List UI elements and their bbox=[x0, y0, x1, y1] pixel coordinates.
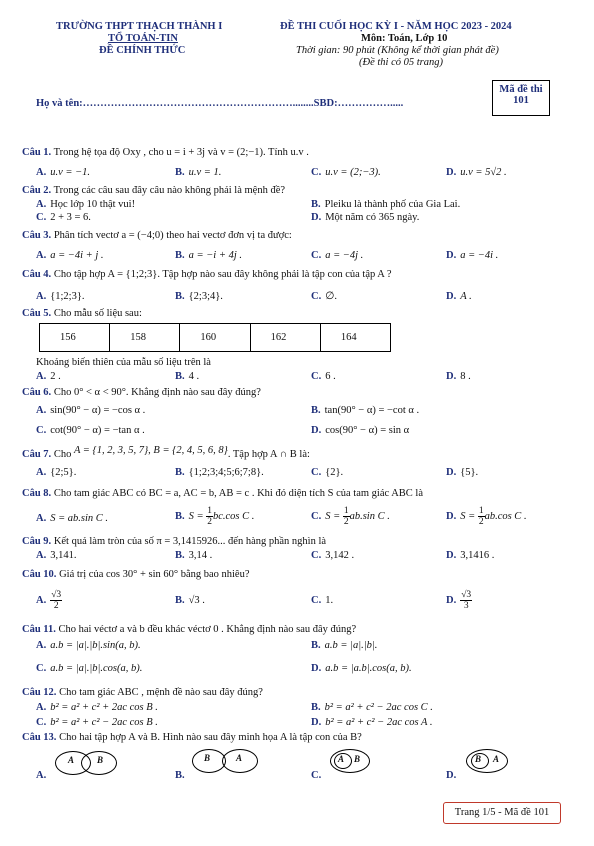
q4-option-c[interactable]: C. ∅. bbox=[311, 291, 337, 302]
question-7: Câu 7. Cho A = {1, 2, 3, 5, 7}, B = {2, 4, 5, 6, 8}. Tập hợp A ∩ B là: bbox=[22, 445, 310, 460]
q6-option-c[interactable]: C. cot(90° − α) = −tan α . bbox=[36, 425, 145, 436]
data-table bbox=[39, 323, 391, 352]
q2-option-a[interactable]: A. Học lớp 10 thật vui! bbox=[36, 199, 136, 210]
question-8: Câu 8. Cho tam giác ABC có BC = a, AC = b, AB = c . Khi đó diện tích S của tam giác ABC là bbox=[22, 488, 424, 499]
q8-option-a[interactable]: A. S = ab.sin C . bbox=[36, 513, 109, 524]
table-cell: 156 bbox=[40, 324, 110, 351]
set-label-a: A bbox=[493, 754, 500, 764]
q4-option-a[interactable]: A. {1;2;3}. bbox=[36, 291, 85, 302]
q12-option-b[interactable]: B. b² = a² + c² − 2ac cos C . bbox=[311, 702, 433, 713]
question-13: Câu 13. Cho hai tập hợp A và B. Hình nào sau đây minh họa A là tập con của B? bbox=[22, 732, 362, 743]
question-6: Câu 6. Cho 0° < α < 90°. Khẳng định nào sau đây đúng? bbox=[22, 387, 261, 398]
q3-option-a[interactable]: A. a = −4i + j . bbox=[36, 250, 104, 261]
q11-option-d[interactable]: D. a.b = |a.b|.cos(a, b). bbox=[311, 663, 412, 674]
exam-code-box bbox=[492, 80, 550, 116]
q7-option-b[interactable]: B. {1;2;3;4;5;6;7;8}. bbox=[175, 467, 264, 478]
page-footer: Trang 1/5 - Mã đề 101 bbox=[443, 802, 561, 824]
q7-option-c[interactable]: C. {2}. bbox=[311, 467, 344, 478]
question-11: Câu 11. Cho hai véctơ a và b đều khác véctơ 0 . Khẳng định nào sau đây đúng? bbox=[22, 624, 357, 635]
q4-option-b[interactable]: B. {2;3;4}. bbox=[175, 291, 223, 302]
q10-option-a[interactable]: A. $\frac{√3}{2}$ bbox=[36, 590, 62, 611]
q2-option-c[interactable]: C. 2 + 3 = 6. bbox=[36, 212, 91, 223]
question-10: Câu 10. Giá trị của cos 30° + sin 60° bằng bao nhiêu? bbox=[22, 569, 250, 580]
set-label-b: B bbox=[475, 754, 482, 764]
name-line: Họ và tên:……………………………………………………........SBD:……………..... bbox=[36, 98, 404, 109]
question-5: Câu 5. Cho mẫu số liệu sau: bbox=[22, 308, 142, 319]
q10-option-b[interactable]: B. √3 . bbox=[175, 595, 205, 606]
venn-diagram-b bbox=[192, 747, 260, 773]
q1-option-d[interactable]: D. u.v = 5√2 . bbox=[446, 167, 507, 178]
q13-option-c[interactable]: C. bbox=[311, 770, 322, 781]
q3-option-b[interactable]: B. a = −i + 4j . bbox=[175, 250, 242, 261]
q7-option-d[interactable]: D. {5}. bbox=[446, 467, 479, 478]
table-cell: 158 bbox=[110, 324, 180, 351]
q12-option-c[interactable]: C. b² = a² + c² − 2ac cos B . bbox=[36, 717, 158, 728]
fraction: $\frac{1}{2}$ bbox=[478, 506, 484, 527]
q9-option-c[interactable]: C. 3,142 . bbox=[311, 550, 355, 561]
q9-option-a[interactable]: A. 3,141. bbox=[36, 550, 77, 561]
table-cell: 164 bbox=[340, 332, 357, 343]
q12-option-d[interactable]: D. b² = a² + c² − 2ac cos A . bbox=[311, 717, 433, 728]
q2-option-b[interactable]: B. Pleiku là thành phố của Gia Lai. bbox=[311, 199, 461, 210]
venn-diagram-d bbox=[466, 749, 508, 773]
set-label-a: A bbox=[68, 755, 75, 765]
exam-title: ĐỀ THI CUỐI HỌC KỲ I - NĂM HỌC 2023 - 2024 bbox=[280, 21, 512, 32]
fraction: $\frac{√3}{3}$ bbox=[461, 590, 472, 611]
q4-option-d[interactable]: D. A . bbox=[446, 291, 472, 302]
subject: Môn: Toán, Lớp 10 bbox=[361, 33, 448, 44]
q11-option-c[interactable]: C. a.b = |a|.|b|.cos(a, b). bbox=[36, 663, 143, 674]
q3-option-c[interactable]: C. a = −4j . bbox=[311, 250, 364, 261]
q3-option-d[interactable]: D. a = −4i . bbox=[446, 250, 499, 261]
exam-code: 101 bbox=[513, 95, 529, 106]
department-name: TỔ TOÁN-TIN bbox=[108, 33, 178, 44]
q5-option-c[interactable]: C. 6 . bbox=[311, 371, 336, 382]
question-2: Câu 2. Trong các câu sau đây câu nào không phải là mệnh đề? bbox=[22, 185, 286, 196]
venn-diagram-c bbox=[330, 749, 370, 773]
q12-option-a[interactable]: A. b² = a² + c² + 2ac cos B . bbox=[36, 702, 158, 713]
q8-option-d[interactable]: D. S = $\frac{1}{2}$ ab.cos C . bbox=[446, 506, 527, 527]
question-4: Câu 4. Cho tập hợp A = {1;2;3}. Tập hợp nào sau đây không phải là tập con của tập A ? bbox=[22, 269, 392, 280]
q1-option-c[interactable]: C. u.v = (2;−3). bbox=[311, 167, 381, 178]
q7-option-a[interactable]: A. {2;5}. bbox=[36, 467, 77, 478]
question-1: Câu 1. Trong hệ tọa độ Oxy , cho u = i + 3j và v = (2;−1). Tính u.v . bbox=[22, 147, 309, 158]
q1-option-b[interactable]: B. u.v = 1. bbox=[175, 167, 222, 178]
q5-option-b[interactable]: B. 4 . bbox=[175, 371, 200, 382]
set-label-b: B bbox=[97, 755, 104, 765]
q9-option-b[interactable]: B. 3,14 . bbox=[175, 550, 213, 561]
question-3: Câu 3. Phân tích vectơ a = (−4;0) theo hai vectơ đơn vị ta được: bbox=[22, 230, 292, 241]
q11-option-a[interactable]: A. a.b = |a|.|b|.sin(a, b). bbox=[36, 640, 141, 651]
set-label-a: A bbox=[236, 753, 243, 763]
question-5-prompt: Khoảng biến thiên của mẫu số liệu trên là bbox=[36, 357, 211, 368]
question-9: Câu 9. Kết quả làm tròn của số π = 3,1415926... đến hàng phần nghìn là bbox=[22, 536, 327, 547]
exam-time: Thời gian: 90 phút (Không kể thời gian phát đề) bbox=[296, 45, 499, 56]
q6-option-d[interactable]: D. cos(90° − α) = sin α bbox=[311, 425, 410, 436]
question-12: Câu 12. Cho tam giác ABC , mệnh đề nào sau đây đúng? bbox=[22, 687, 263, 698]
q11-option-b[interactable]: B. a.b = |a|.|b|. bbox=[311, 640, 378, 651]
q13-option-a[interactable]: A. bbox=[36, 770, 47, 781]
page-count: (Đề thi có 05 trang) bbox=[359, 57, 443, 68]
q8-option-c[interactable]: C. S = $\frac{1}{2}$ ab.sin C . bbox=[311, 506, 390, 527]
q8-option-b[interactable]: B. S = $\frac{1}{2}$ bc.cos C . bbox=[175, 506, 255, 527]
set-label-b: B bbox=[354, 754, 361, 764]
q13-option-d[interactable]: D. bbox=[446, 770, 457, 781]
q13-option-b[interactable]: B. bbox=[175, 770, 185, 781]
q5-option-a[interactable]: A. 2 . bbox=[36, 371, 61, 382]
q10-option-d[interactable]: D. $\frac{√3}{3}$ bbox=[446, 590, 472, 611]
fraction: $\frac{1}{2}$ bbox=[207, 506, 212, 527]
set-label-a: A bbox=[338, 754, 345, 764]
fraction: $\frac{√3}{2}$ bbox=[51, 590, 62, 611]
q6-option-b[interactable]: B. tan(90° − α) = −cot α . bbox=[311, 405, 420, 416]
official-label: ĐỀ CHÍNH THỨC bbox=[99, 45, 186, 56]
school-name: TRƯỜNG THPT THẠCH THÀNH I bbox=[56, 21, 223, 32]
venn-diagram-a bbox=[55, 749, 117, 775]
table-cell: 160 bbox=[180, 324, 250, 351]
table-cell: 162 bbox=[251, 324, 321, 351]
q6-option-a[interactable]: A. sin(90° − α) = −cos α . bbox=[36, 405, 146, 416]
q9-option-d[interactable]: D. 3,1416 . bbox=[446, 550, 495, 561]
q1-option-a[interactable]: A. u.v = −1. bbox=[36, 167, 91, 178]
fraction: $\frac{1}{2}$ bbox=[343, 506, 349, 527]
q10-option-c[interactable]: C. 1. bbox=[311, 595, 334, 606]
exam-code-label: Mã đề thi bbox=[499, 84, 543, 95]
q5-option-d[interactable]: D. 8 . bbox=[446, 371, 471, 382]
set-label-b: B bbox=[204, 753, 211, 763]
q2-option-d[interactable]: D. Một năm có 365 ngày. bbox=[311, 212, 420, 223]
